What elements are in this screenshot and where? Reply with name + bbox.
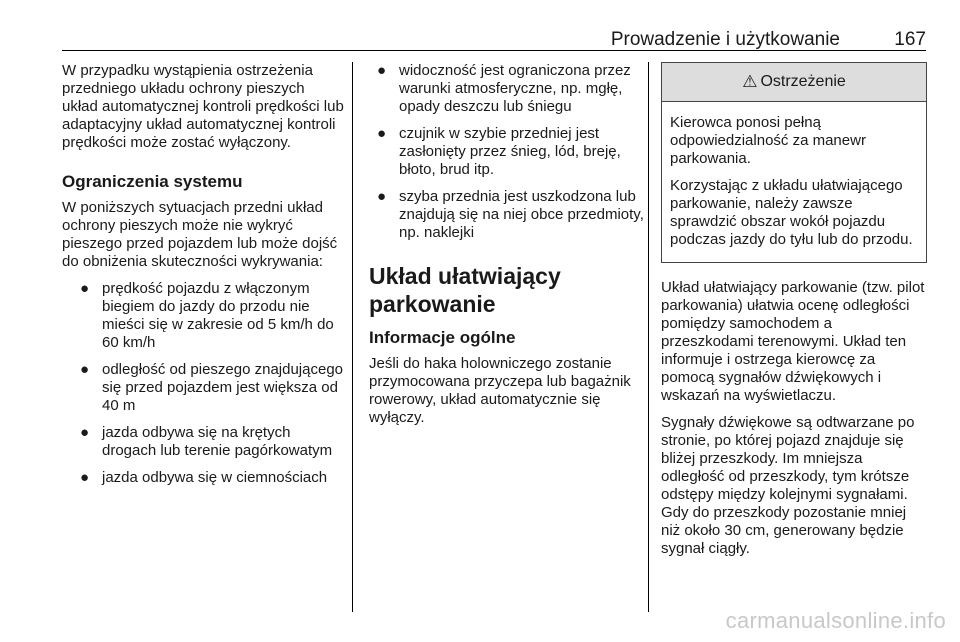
watermark: carmanualsonline.info (725, 608, 946, 633)
bullet-icon: ● (377, 125, 387, 142)
bullet-icon: ● (377, 62, 387, 79)
list-item: ● jazda odbywa się na krętych drogach lub terenie pagórkowatym (80, 424, 333, 459)
intro-paragraph: W przypadku wystąpienia ostrzeżenia przedniego układu ochrony pieszych układ automatycznej kontroli prędkości lub adaptacyjny układ automatycznej kontroli prędkości może zostać wyłączony. (62, 62, 344, 151)
warning-paragraph: Korzystając z układu ułatwiającego parkowanie, należy zawsze sprawdzić obszar wokół pojazdu podczas jazdy do tyłu lub do przodu. (670, 177, 913, 248)
bullet-icon: ● (80, 361, 90, 378)
section-title: Układ ułatwiający parkowanie (369, 263, 561, 317)
warning-header (662, 63, 926, 102)
column-left (62, 62, 344, 496)
bullet-icon: ● (80, 469, 90, 486)
list-item: ● szyba przednia jest uszkodzona lub znajdują się na niej obce przedmioty, np. naklejki (377, 188, 644, 241)
bullet-icon: ● (377, 188, 387, 205)
limits-paragraph: W poniższych sytuacjach przedni układ ochrony pieszych może nie wykryć pieszego przed pojazdem lub może dojść do obniżenia skuteczności wykrywania: (62, 199, 338, 270)
system-limits-heading: Ograniczenia systemu (62, 172, 243, 191)
warning-box (661, 62, 927, 263)
list-item: ● widoczność jest ograniczona przez warunki atmosferyczne, np. mgłę, opady deszczu lub śniegu (377, 62, 631, 115)
list-item: ● prędkość pojazdu z włączonym biegiem do jazdy do przodu nie mieści się w zakresie od 5 km/h do 60 km/h (80, 280, 334, 351)
list-item: ● odległość od pieszego znajdującego się przed pojazdem jest większa od 40 m (80, 361, 344, 414)
column-right (661, 62, 927, 567)
list-item: ● jazda odbywa się w ciemnościach (80, 469, 328, 486)
page-number: 167 (894, 29, 926, 50)
bullet-icon: ● (80, 424, 90, 441)
column-divider (352, 62, 353, 612)
trailer-paragraph: Jeśli do haka holowniczego zostanie przymocowana przyczepa lub bagażnik rowerowy, układ automatycznie się wyłączy. (369, 355, 631, 426)
warning-body (662, 102, 926, 262)
limits-list (72, 280, 344, 487)
parking-assist-paragraph: Układ ułatwiający parkowanie (tzw. pilot parkowania) ułatwia ocenę odległości pomiędzy samochodem a przeszkodami terenowymi. Układ ten informuje i ostrzega kierowcę za pomocą sygnałów dźwiękowych i wskazań na wyświetlaczu. (661, 279, 925, 404)
column-middle (369, 62, 644, 436)
page-header (62, 0, 926, 51)
limits-list-continued (369, 62, 644, 242)
warning-triangle-icon: ⚠ (742, 72, 758, 91)
list-item: ● czujnik w szybie przedniej jest zasłonięty przez śnieg, lód, breję, błoto, brud itp. (377, 125, 621, 178)
page-title: Prowadzenie i użytkowanie (610, 29, 840, 50)
bullet-icon: ● (80, 280, 90, 297)
audio-signals-paragraph: Sygnały dźwiękowe są odtwarzane po stronie, po której pojazd znajduje się bliżej przeszkody. Im mniejsza odległość od przeszkody, tym krótsze odstępy między kolejnymi sygnałami. Gdy do przeszkody pozostanie mniej niż około 30 cm, generowany będzie sygnał ciągły. (661, 414, 915, 557)
warning-title: Ostrzeżenie (760, 73, 846, 90)
column-divider (648, 62, 649, 612)
warning-paragraph: Kierowca ponosi pełną odpowiedzialność za manewr parkowania. (670, 114, 866, 167)
general-info-heading: Informacje ogólne (369, 328, 516, 347)
